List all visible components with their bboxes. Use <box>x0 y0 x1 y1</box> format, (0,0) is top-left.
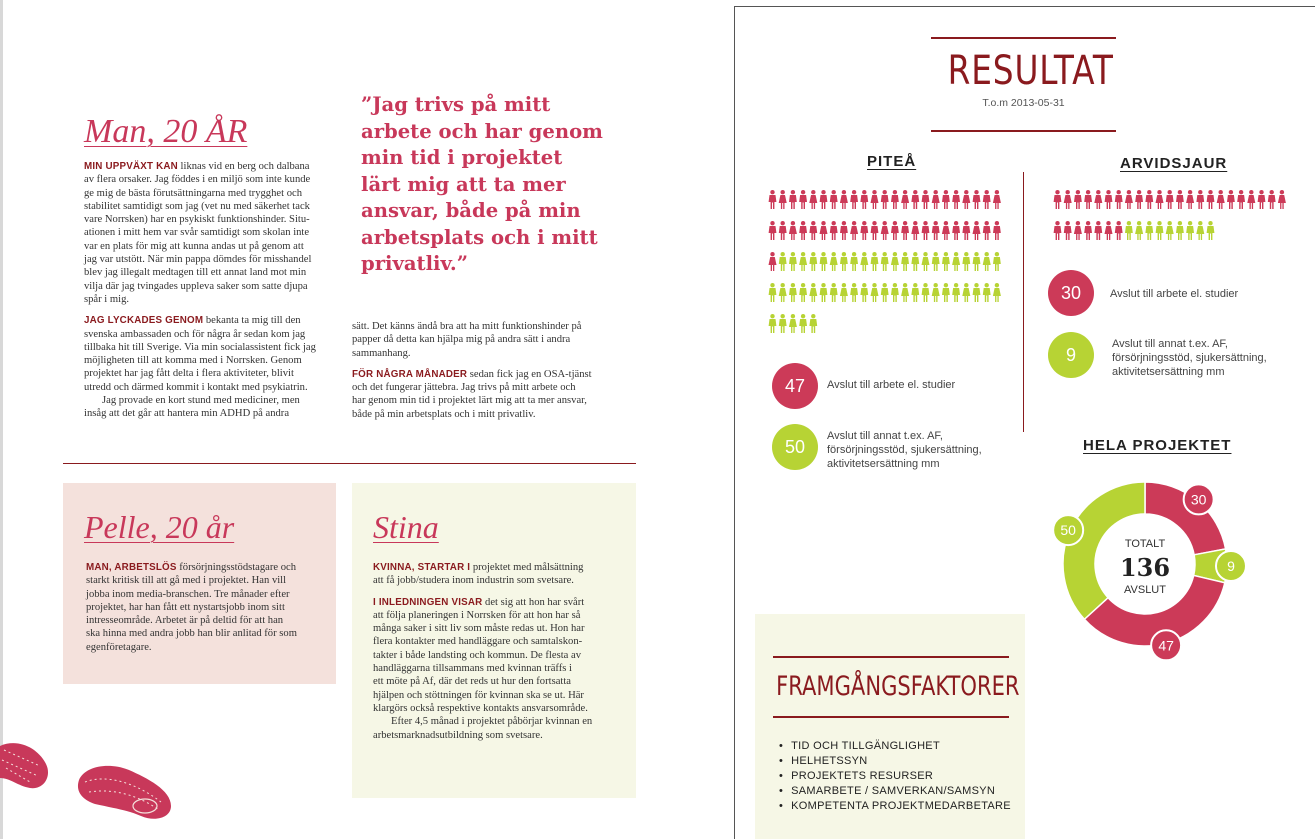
pitea-work-label: Avslut till arbete el. studier <box>827 379 956 391</box>
person-icon <box>932 283 940 302</box>
person-icon <box>1196 190 1204 209</box>
person-icon <box>1135 190 1143 209</box>
success-factors-title: FRAMGÅNGSFAKTORER <box>776 671 1020 702</box>
person-icon <box>1105 190 1113 209</box>
person-icon <box>789 283 797 302</box>
person-icon <box>799 252 807 271</box>
person-icon <box>881 221 889 240</box>
success-factor-item: • SAMARBETE / SAMVERKAN/SAMSYN <box>779 784 1011 799</box>
success-factors-list <box>779 739 1011 814</box>
person-icon <box>871 252 879 271</box>
person-icon <box>881 190 889 209</box>
story-man-paragraph-4: FÖR NÅGRA MÅNADER sedan fick jag en OSA-tjänst och det fungerar jättebra. Jag trivs på mitt arbete och har genom min tid i projektet lärt mig att ta mer ansvar, både på min arbetsplats och i mitt privatliv. <box>352 368 592 420</box>
stina-box <box>352 483 636 798</box>
person-icon <box>942 221 950 240</box>
person-icon <box>1247 190 1255 209</box>
person-icon <box>983 190 991 209</box>
person-icon <box>860 252 868 271</box>
donut-slice-label: 47 <box>1158 637 1174 654</box>
person-icon <box>1105 221 1113 240</box>
pitea-other-circle: 50 <box>772 424 818 470</box>
person-icon <box>1278 190 1286 209</box>
stina-paragraph-3: Efter 4,5 månad i projektet påbörjar kvinnan en arbetsmarknadsutbildning som svetsare. <box>373 716 593 741</box>
person-icon <box>1115 190 1123 209</box>
arvidsjaur-other-label: Avslut till annat t.ex. AF, försörjningsstöd, sjukersättning, aktivitetsersättning mm <box>1112 338 1267 378</box>
person-icon <box>840 283 848 302</box>
person-icon <box>1268 190 1276 209</box>
success-factors-header <box>773 656 1020 718</box>
person-icon <box>993 283 1001 302</box>
person-icon <box>809 252 817 271</box>
person-icon <box>1196 221 1204 240</box>
story-man-paragraph-1: MIN UPPVÄXT KAN liknas vid en berg och dalbana av flera orsaker. Jag föddes i en miljö som inte kunde ge mig de bästa förutsättningarna med trygghet och stabilitet samtidigt som jag (vet nu med säkerhet tack vare Norrsken) har en psykiskt funktionshinder. Situ- ationen i mitt hem var svår samtidigt som skolan inte var en plats för mig att kunna andas ut på genom att jag var utstött. När min pappa dömdes för misshandel blev jag illegalt medtagen till ett annat land mot min vilja där jag tvingades uppleva saker som satte djupa spår i mig. <box>84 161 312 305</box>
donut-slice-label: 50 <box>1060 522 1076 539</box>
person-icon <box>799 283 807 302</box>
donut-slice-label: 30 <box>1190 491 1207 508</box>
person-icon <box>1074 190 1082 209</box>
person-icon <box>922 252 930 271</box>
person-icon <box>809 314 817 333</box>
story-man-text-col1 <box>84 160 346 421</box>
person-icon <box>850 252 858 271</box>
person-icon <box>922 221 930 240</box>
pitea-heading: PITEÅ <box>867 153 917 170</box>
right-page <box>734 6 1315 839</box>
story-man-lead-1: MIN UPPVÄXT KAN <box>84 161 178 172</box>
person-icon <box>769 252 777 271</box>
story-man-text-col2 <box>352 320 632 421</box>
person-icon <box>779 221 787 240</box>
person-icon <box>962 190 970 209</box>
person-icon <box>891 190 899 209</box>
person-icon <box>1054 190 1062 209</box>
person-icon <box>769 314 777 333</box>
success-factor-item: • HELHETSSYN <box>779 754 1011 769</box>
person-icon <box>1207 221 1215 240</box>
person-icon <box>789 314 797 333</box>
person-icon <box>1156 221 1164 240</box>
person-icon <box>932 252 940 271</box>
person-icon <box>860 221 868 240</box>
person-icon <box>952 252 960 271</box>
person-icon <box>952 221 960 240</box>
pitea-work-circle: 47 <box>772 363 818 409</box>
success-factor-item: • PROJEKTETS RESURSER <box>779 769 1011 784</box>
person-icon <box>901 283 909 302</box>
person-icon <box>942 190 950 209</box>
person-icon <box>911 283 919 302</box>
person-icon <box>820 252 828 271</box>
person-icon <box>779 314 787 333</box>
section-divider <box>63 463 636 464</box>
person-icon <box>881 283 889 302</box>
pelle-title: Pelle, 20 år <box>84 509 235 545</box>
donut-slice-label: 9 <box>1227 557 1235 574</box>
person-icon <box>891 252 899 271</box>
pelle-text: MAN, ARBETSLÖS försörjningsstödstagare och starkt kritisk till att gå med i projektet. Han vill jobba inom media-branschen. Tre månader efter projektet, har han fått ett nystartsjobb inom sitt intresseområde. Arbetet är på deltid för att han ska hinna med andra jobb han blir anlitad för som egenföretagare. <box>86 562 297 653</box>
person-icon <box>922 190 930 209</box>
result-subtitle: T.o.m 2013-05-31 <box>982 97 1065 109</box>
person-icon <box>1145 190 1153 209</box>
person-icon <box>809 190 817 209</box>
arvidsjaur-work-circle: 30 <box>1048 270 1094 316</box>
person-icon <box>1064 221 1072 240</box>
stina-lead-2: I INLEDNINGEN VISAR <box>373 596 483 608</box>
story-man-lead-2: JAG LYCKADES GENOM <box>84 315 204 327</box>
story-man-lead-4: FÖR NÅGRA MÅNADER <box>352 368 468 380</box>
person-icon <box>1176 190 1184 209</box>
person-icon <box>1125 221 1133 240</box>
pull-quote: ”Jag trivs på mitt arbete och har genom min tid i projektet lärt mig att ta mer ansvar, både på min arbetsplats och i mitt privatliv.” <box>361 93 603 275</box>
person-icon <box>850 190 858 209</box>
person-icon <box>983 252 991 271</box>
person-icon <box>993 252 1001 271</box>
person-icon <box>1186 190 1194 209</box>
pitea-other-label: Avslut till annat t.ex. AF, försörjningsstöd, sjukersättning, aktivitetsersättning mm <box>827 430 982 470</box>
page-edge <box>0 0 3 839</box>
person-icon <box>922 283 930 302</box>
stina-lead-1: KVINNA, STARTAR I <box>373 562 471 573</box>
person-icon <box>820 190 828 209</box>
story-man-paragraph-2: JAG LYCKADES GENOM bekanta ta mig till den svenska ambassaden och för några år sedan kom jag tillbaka hit till Sverige. Via min socialassistent fick jag möjligheten till att komma med i Norrsken. Genom projektet har jag fått delta i flera aktiviteter, blivit utredd och därmed kommit i kontakt med psykiatrin. <box>84 315 316 393</box>
person-icon <box>891 283 899 302</box>
person-icon <box>962 283 970 302</box>
person-icon <box>1084 190 1092 209</box>
donut-slice <box>1063 482 1145 619</box>
person-icon <box>789 252 797 271</box>
person-icon <box>901 252 909 271</box>
person-icon <box>1207 190 1215 209</box>
person-icon <box>1084 221 1092 240</box>
person-icon <box>901 190 909 209</box>
person-icon <box>1237 190 1245 209</box>
person-icon <box>840 221 848 240</box>
donut-total-label: TOTALT <box>1124 538 1166 550</box>
person-icon <box>1176 221 1184 240</box>
person-icon <box>850 283 858 302</box>
person-icon <box>993 190 1001 209</box>
person-icon <box>769 221 777 240</box>
person-icon <box>789 221 797 240</box>
pitea-people-pictogram <box>768 190 1006 340</box>
person-icon <box>860 283 868 302</box>
footprint-icon <box>0 738 60 808</box>
person-icon <box>871 221 879 240</box>
hela-projektet-heading: HELA PROJEKTET <box>1083 437 1232 454</box>
arvidsjaur-other-circle: 9 <box>1048 332 1094 378</box>
person-icon <box>973 252 981 271</box>
stina-text <box>373 561 628 742</box>
person-icon <box>973 190 981 209</box>
person-icon <box>983 221 991 240</box>
person-icon <box>799 221 807 240</box>
person-icon <box>942 283 950 302</box>
person-icon <box>891 221 899 240</box>
person-icon <box>850 221 858 240</box>
donut-total-value: 136 <box>1119 553 1171 582</box>
person-icon <box>1156 190 1164 209</box>
person-icon <box>779 252 787 271</box>
person-icon <box>860 190 868 209</box>
person-icon <box>779 283 787 302</box>
person-icon <box>952 190 960 209</box>
person-icon <box>799 314 807 333</box>
person-icon <box>1186 221 1194 240</box>
result-header <box>931 37 1116 132</box>
person-icon <box>779 190 787 209</box>
donut-total-sub: AVSLUT <box>1124 584 1166 596</box>
stina-paragraph-1: KVINNA, STARTAR I projektet med målsättning att få jobb/studera inom industrin som svetsare. <box>373 562 584 587</box>
person-icon <box>840 190 848 209</box>
success-factor-item: • KOMPETENTA PROJEKTMEDARBETARE <box>779 799 1011 814</box>
person-icon <box>932 221 940 240</box>
person-icon <box>962 252 970 271</box>
person-icon <box>1166 190 1174 209</box>
story-man-title: Man, 20 ÅR <box>84 113 248 150</box>
person-icon <box>1054 221 1062 240</box>
pelle-lead: MAN, ARBETSLÖS <box>86 562 177 573</box>
arvidsjaur-heading: ARVIDSJAUR <box>1120 155 1228 172</box>
story-man-paragraph-3-cont: sätt. Det känns ändå bra att ha mitt funktionshinder på papper då detta kan hjälpa mig på andra sätt i andra sammanhang. <box>352 321 582 359</box>
person-icon <box>830 190 838 209</box>
footprint-icon-2 <box>75 762 175 824</box>
person-icon <box>1135 221 1143 240</box>
person-icon <box>789 190 797 209</box>
pelle-box <box>63 483 336 684</box>
person-icon <box>1227 190 1235 209</box>
person-icon <box>1094 221 1102 240</box>
person-icon <box>809 283 817 302</box>
person-icon <box>901 221 909 240</box>
person-icon <box>911 221 919 240</box>
person-icon <box>1074 221 1082 240</box>
person-icon <box>942 252 950 271</box>
person-icon <box>1064 190 1072 209</box>
success-factor-item: • TID OCH TILLGÄNGLIGHET <box>779 739 1011 754</box>
person-icon <box>799 190 807 209</box>
person-icon <box>1125 190 1133 209</box>
result-title: RESULTAT <box>947 48 1114 94</box>
column-divider <box>1023 172 1024 432</box>
person-icon <box>871 283 879 302</box>
stina-paragraph-2: I INLEDNINGEN VISAR det sig att hon har svårt att följa planeringen i Norrsken för att hon har så många saker i sitt liv som måste redas ut. Hon har flera kontakter med handläggare och samtalskon- takter i både landsting och kommun. De flesta av handläggarna tillsammans med kvinnan träffs i ett möte på Af, där det reds ut hur den fortsatta hjälpen och stöttningen för kvinnan ska se ut. Här klargörs också respektive kontakts ansvarsområde. <box>373 596 588 714</box>
person-icon <box>1094 190 1102 209</box>
person-icon <box>1217 190 1225 209</box>
total-donut-chart <box>1053 472 1253 672</box>
success-factors-box <box>755 614 1025 839</box>
person-icon <box>962 221 970 240</box>
person-icon <box>830 221 838 240</box>
person-icon <box>911 190 919 209</box>
person-icon <box>769 283 777 302</box>
person-icon <box>840 252 848 271</box>
person-icon <box>993 221 1001 240</box>
person-icon <box>1258 190 1266 209</box>
person-icon <box>881 252 889 271</box>
person-icon <box>830 252 838 271</box>
person-icon <box>1145 221 1153 240</box>
stina-title: Stina <box>373 509 439 545</box>
person-icon <box>820 221 828 240</box>
person-icon <box>952 283 960 302</box>
person-icon <box>973 221 981 240</box>
person-icon <box>973 283 981 302</box>
arvidsjaur-people-pictogram <box>1053 190 1293 250</box>
person-icon <box>830 283 838 302</box>
arvidsjaur-work-label: Avslut till arbete el. studier <box>1110 288 1239 300</box>
person-icon <box>809 221 817 240</box>
person-icon <box>911 252 919 271</box>
person-icon <box>871 190 879 209</box>
person-icon <box>1115 221 1123 240</box>
person-icon <box>820 283 828 302</box>
person-icon <box>769 190 777 209</box>
person-icon <box>983 283 991 302</box>
story-man-paragraph-3: Jag provade en kort stund med mediciner, men insåg att det går att hantera min ADHD på andra <box>84 395 300 420</box>
person-icon <box>1166 221 1174 240</box>
person-icon <box>932 190 940 209</box>
